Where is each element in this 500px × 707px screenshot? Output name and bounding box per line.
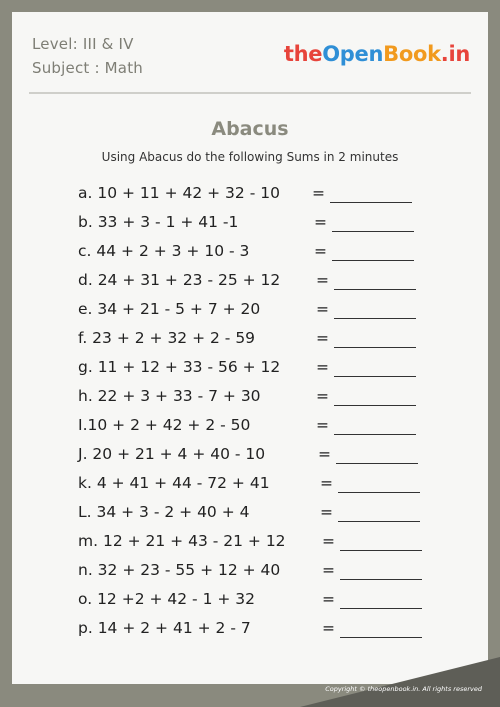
problem-row — [12, 590, 488, 614]
answer-blank[interactable] — [334, 376, 416, 377]
answer-blank[interactable] — [332, 260, 414, 261]
problem-expression: g. 11 + 12 + 33 - 56 + 12 — [78, 358, 281, 376]
answer-blank[interactable] — [334, 347, 416, 348]
answer-blank[interactable] — [334, 289, 416, 290]
equals-sign: = — [314, 242, 327, 260]
worksheet-title: Abacus — [211, 118, 289, 140]
answer-blank[interactable] — [330, 202, 412, 203]
problem-expression: J. 20 + 21 + 4 + 40 - 10 — [78, 445, 266, 463]
brand-part-open: Open — [322, 42, 384, 66]
problem-expression: L. 34 + 3 - 2 + 40 + 4 — [78, 503, 250, 521]
problem-expression: n. 32 + 23 - 55 + 12 + 40 — [78, 561, 281, 579]
problem-row — [12, 445, 488, 469]
problem-expression: h. 22 + 3 + 33 - 7 + 30 — [78, 387, 261, 405]
equals-sign: = — [320, 474, 333, 492]
answer-blank[interactable] — [340, 579, 422, 580]
answer-blank[interactable] — [340, 637, 422, 638]
answer-blank[interactable] — [334, 318, 416, 319]
problem-expression: p. 14 + 2 + 41 + 2 - 7 — [78, 619, 251, 637]
equals-sign: = — [322, 532, 335, 550]
problem-row — [12, 474, 488, 498]
problem-row — [12, 416, 488, 440]
problem-row — [12, 532, 488, 556]
problem-expression: e. 34 + 21 - 5 + 7 + 20 — [78, 300, 261, 318]
problem-expression: o. 12 +2 + 42 - 1 + 32 — [78, 590, 256, 608]
answer-blank[interactable] — [334, 434, 416, 435]
problem-row — [12, 561, 488, 585]
equals-sign: = — [316, 358, 329, 376]
brand-part-the: the — [283, 42, 323, 66]
equals-sign: = — [316, 300, 329, 318]
problem-expression: f. 23 + 2 + 32 + 2 - 59 — [78, 329, 256, 347]
answer-blank[interactable] — [338, 521, 420, 522]
problem-expression: d. 24 + 31 + 23 - 25 + 12 — [78, 271, 281, 289]
copyright-notice: Copyright © theopenbook.in. All rights reserved — [325, 685, 482, 693]
answer-blank[interactable] — [340, 550, 422, 551]
equals-sign: = — [322, 619, 335, 637]
brand-part-in: .in — [440, 42, 470, 66]
problem-row — [12, 387, 488, 411]
answer-blank[interactable] — [338, 492, 420, 493]
problem-expression: c. 44 + 2 + 3 + 10 - 3 — [78, 242, 250, 260]
equals-sign: = — [316, 387, 329, 405]
problem-row — [12, 358, 488, 382]
equals-sign: = — [320, 503, 333, 521]
problem-expression: b. 33 + 3 - 1 + 41 -1 — [78, 213, 239, 231]
problem-row — [12, 300, 488, 324]
equals-sign: = — [322, 590, 335, 608]
brand-part-book: Book — [383, 42, 441, 66]
problem-row — [12, 213, 488, 237]
level-label: Level: III & IV — [32, 35, 134, 53]
equals-sign: = — [322, 561, 335, 579]
equals-sign: = — [314, 213, 327, 231]
answer-blank[interactable] — [334, 405, 416, 406]
problem-row — [12, 184, 488, 208]
problem-row — [12, 242, 488, 266]
problem-expression: a. 10 + 11 + 42 + 32 - 10 — [78, 184, 280, 202]
problem-row — [12, 619, 488, 643]
footer-corner-band — [300, 657, 500, 707]
problem-expression: I.10 + 2 + 42 + 2 - 50 — [78, 416, 251, 434]
problem-expression: m. 12 + 21 + 43 - 21 + 12 — [78, 532, 286, 550]
subject-label: Subject : Math — [32, 59, 143, 77]
answer-blank[interactable] — [336, 463, 418, 464]
answer-blank[interactable] — [332, 231, 414, 232]
equals-sign: = — [316, 416, 329, 434]
worksheet-instructions: Using Abacus do the following Sums in 2 minutes — [101, 150, 399, 164]
header-divider — [29, 92, 471, 94]
answer-blank[interactable] — [340, 608, 422, 609]
equals-sign: = — [312, 184, 325, 202]
problem-expression: k. 4 + 41 + 44 - 72 + 41 — [78, 474, 270, 492]
problem-row — [12, 503, 488, 527]
equals-sign: = — [316, 329, 329, 347]
equals-sign: = — [318, 445, 331, 463]
equals-sign: = — [316, 271, 329, 289]
problem-row — [12, 271, 488, 295]
worksheet-page — [12, 12, 488, 684]
brand-logo — [284, 42, 470, 66]
problem-row — [12, 329, 488, 353]
